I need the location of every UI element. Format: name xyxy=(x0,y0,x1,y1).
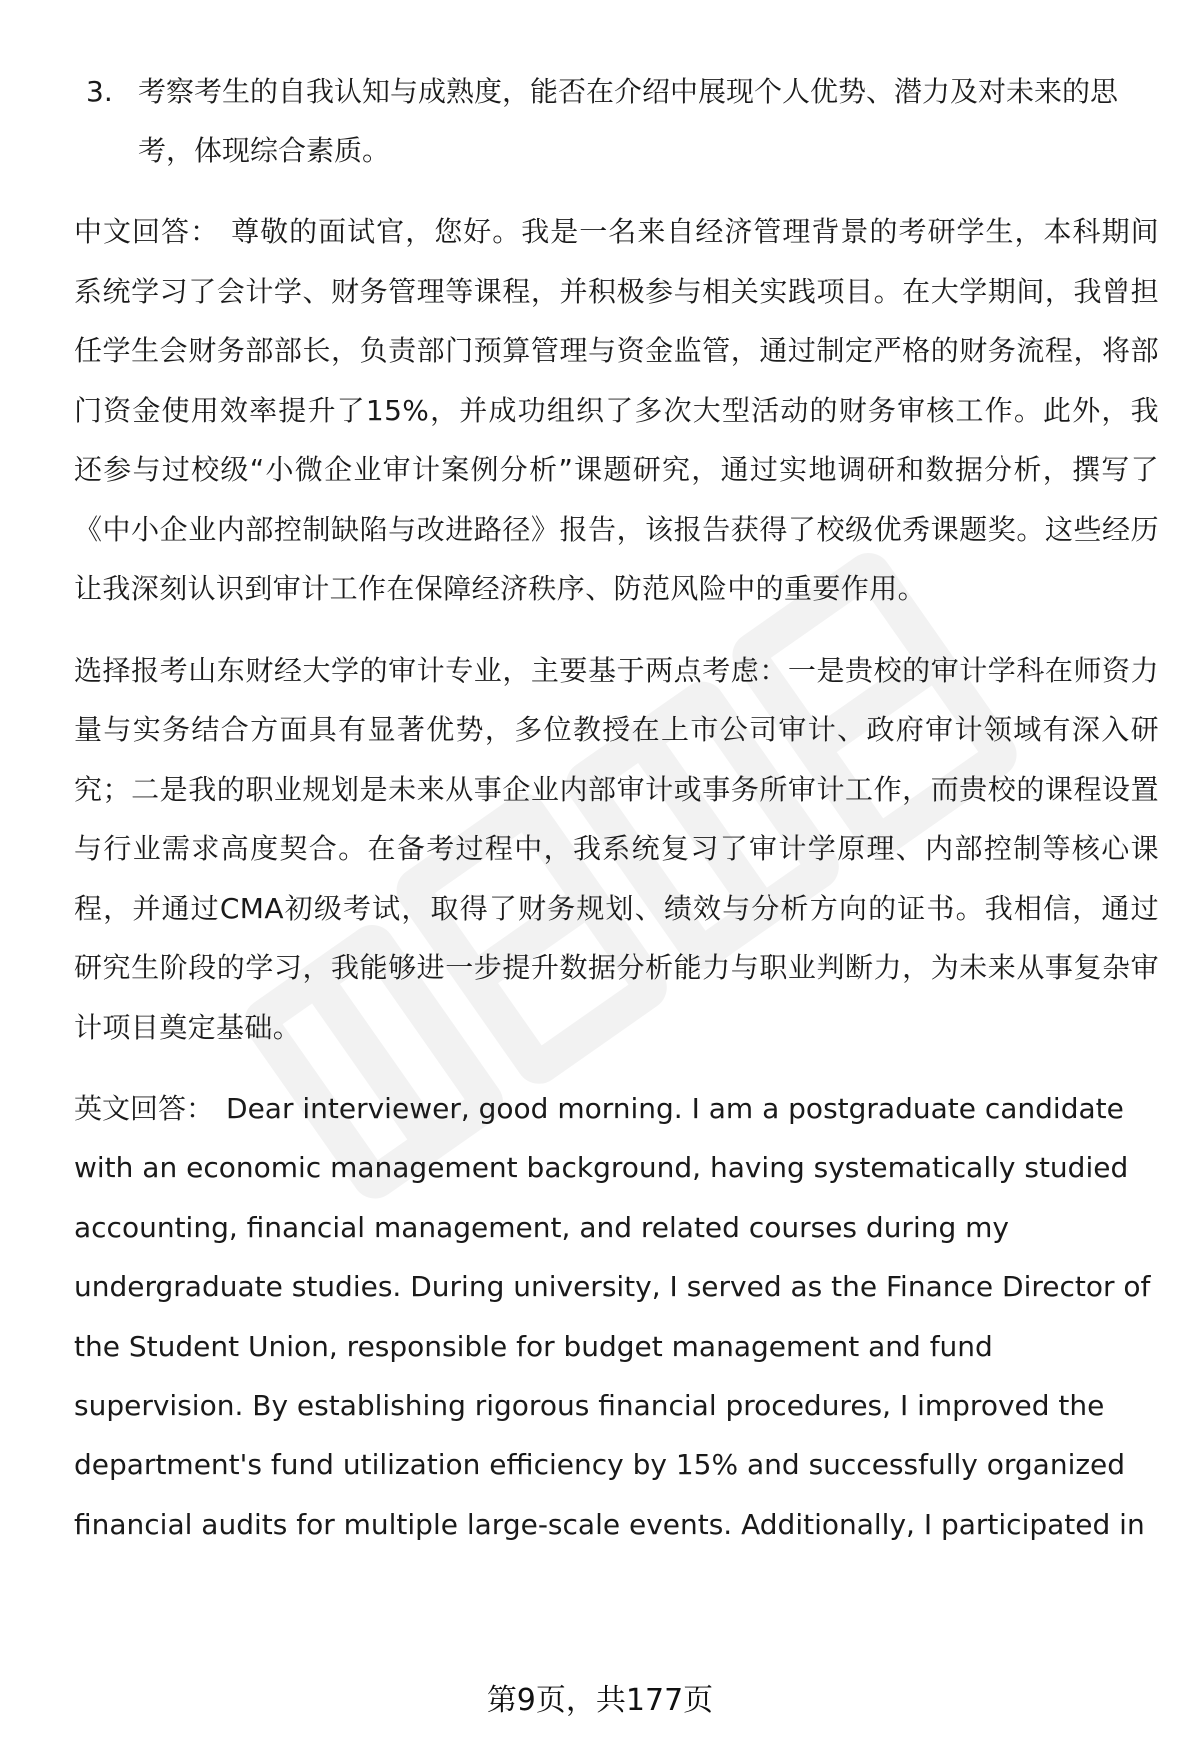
english-answer-paragraph xyxy=(74,1079,1159,1554)
english-answer-text: Dear interviewer, good morning. I am a postgraduate candidate with an economic management background, having systematically studied accounting, financial management, and related courses during my undergraduate studies. During university, I served as the Finance Director of the Student Union, responsible for budget management and fund supervision. By establishing rigorous financial procedures, I improved the department's fund utilization efficiency by 15% and successfully organized financial audits for multiple large-scale events. Additionally, I participated in xyxy=(74,1092,1151,1541)
chinese-answer-label: 中文回答： xyxy=(74,215,220,248)
list-item-number: 3. xyxy=(86,75,113,108)
page-number-footer: 第9页，共177页 xyxy=(486,1683,714,1718)
list-item-text: 考察考生的自我认知与成熟度，能否在介绍中展现个人优势、潜力及对未来的思考，体现综合素质。 xyxy=(138,75,1119,167)
chinese-answer-text-1: 尊敬的面试官，您好。我是一名来自经济管理背景的考研学生，本科期间系统学习了会计学、财务管理等课程，并积极参与相关实践项目。在大学期间，我曾担任学生会财务部部长，负责部门预算管理与资金监管，通过制定严格的财务流程，将部门资金使用效率提升了15%，并成功组织了多次大型活动的财务审核工作。此外，我还参与过校级“小微企业审计案例分析”课题研究，通过实地调研和数据分析，撰写了《中小企业内部控制缺陷与改进路径》报告，该报告获得了校级优秀课题奖。这些经历让我深刻认识到审计工作在保障经济秩序、防范风险中的重要作用。 xyxy=(74,215,1159,605)
list-item xyxy=(74,62,1159,180)
chinese-answer-paragraph-2: 选择报考山东财经大学的审计专业，主要基于两点考虑：一是贵校的审计学科在师资力量与实务结合方面具有显著优势，多位教授在上市公司审计、政府审计领域有深入研究；二是我的职业规划是未来从事企业内部审计或事务所审计工作，而贵校的课程设置与行业需求高度契合。在备考过程中，我系统复习了审计学原理、内部控制等核心课程，并通过CMA初级考试，取得了财务规划、绩效与分析方向的证书。我相信，通过研究生阶段的学习，我能够进一步提升数据分析能力与职业判断力，为未来从事复杂审计项目奠定基础。 xyxy=(74,653,1159,1044)
english-answer-label: 英文回答： xyxy=(74,1092,215,1125)
chinese-answer-paragraph-1 xyxy=(74,202,1159,619)
page-content xyxy=(74,62,1159,1576)
